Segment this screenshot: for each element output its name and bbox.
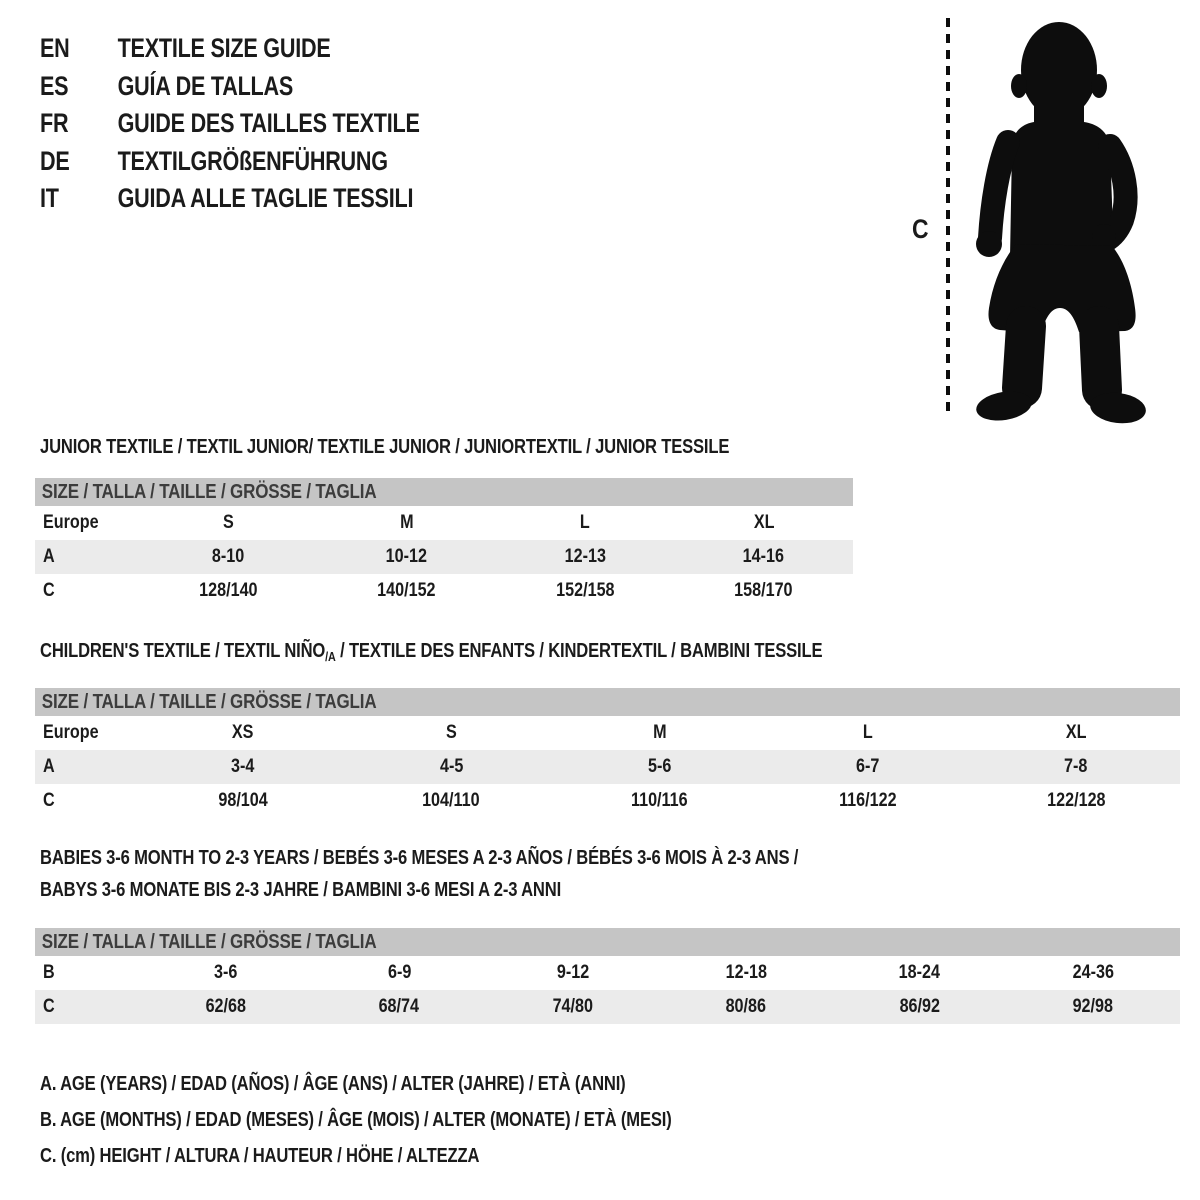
children-size-table <box>35 716 1180 818</box>
table-cell: 158/170 <box>734 580 793 601</box>
row-label: C <box>43 580 55 601</box>
table-row <box>35 990 1180 1024</box>
table-cell: 24-36 <box>1072 962 1114 983</box>
toddler-silhouette-icon <box>972 16 1147 426</box>
row-label: Europe <box>43 722 99 743</box>
table-cell: 7-8 <box>1064 756 1088 777</box>
table-row <box>35 956 1180 990</box>
table-row <box>35 750 1180 784</box>
section-title-subscript: /A <box>325 649 336 664</box>
row-label: A <box>43 546 55 567</box>
table-cell: 18-24 <box>899 962 941 983</box>
row-label: C <box>43 996 55 1017</box>
language-code: EN <box>40 33 70 63</box>
table-cell: 116/122 <box>838 790 897 811</box>
section-title-babies-line1: BABIES 3-6 MONTH TO 2-3 YEARS / BEBÉS 3-6 MESES A 2-3 AÑOS / BÉBÉS 3-6 MOIS À 2-3 ANS / <box>40 847 799 869</box>
language-code: ES <box>40 70 69 101</box>
section-title-babies-line2: BABYS 3-6 MONATE BIS 2-3 JAHRE / BAMBINI 3-6 MESI A 2-3 ANNI <box>40 879 562 901</box>
table-cell: M <box>400 512 414 533</box>
table-cell: 10-12 <box>386 546 428 567</box>
size-header-label: SIZE / TALLA / TAILLE / GRÖSSE / TAGLIA <box>41 931 377 953</box>
table-cell: 9-12 <box>556 962 589 983</box>
language-row <box>40 180 420 218</box>
language-title-block <box>40 30 420 218</box>
row-label: B <box>43 962 55 983</box>
row-label: A <box>43 756 55 777</box>
table-cell: 5-6 <box>647 756 672 777</box>
size-header-bar <box>35 928 1180 956</box>
section-title-text: / TEXTILE DES ENFANTS / KINDERTEXTIL / BAMBINI TESSILE <box>335 640 823 662</box>
table-cell: XL <box>753 512 775 533</box>
guide-title: GUIDA ALLE TAGLIE TESSILI <box>117 183 414 213</box>
table-cell: S <box>445 722 457 743</box>
size-header-bar <box>35 478 853 506</box>
table-cell: 6-9 <box>387 962 411 983</box>
table-row <box>35 574 853 608</box>
size-header-label: SIZE / TALLA / TAILLE / GRÖSSE / TAGLIA <box>41 691 377 713</box>
table-cell: 62/68 <box>205 996 246 1017</box>
table-cell: 80/86 <box>726 996 767 1017</box>
table-row <box>35 540 853 574</box>
language-row <box>40 105 420 143</box>
legend-line-a: A. AGE (YEARS) / EDAD (AÑOS) / ÂGE (ANS) / ALTER (JAHRE) / ETÀ (ANNI) <box>40 1073 626 1095</box>
language-row <box>40 30 420 68</box>
table-cell: 74/80 <box>552 996 593 1017</box>
table-cell: 92/98 <box>1073 996 1114 1017</box>
language-code: DE <box>40 145 70 176</box>
table-cell: 152/158 <box>556 580 615 601</box>
table-cell: 12-18 <box>725 962 767 983</box>
table-cell: 3-6 <box>214 962 238 983</box>
table-cell: 6-7 <box>856 756 880 777</box>
guide-title: TEXTILGRÖßENFÜHRUNG <box>117 145 388 176</box>
table-cell: 68/74 <box>379 996 420 1017</box>
table-cell: 98/104 <box>218 790 268 811</box>
section-title-text: CHILDREN'S TEXTILE / TEXTIL NIÑO <box>40 640 326 662</box>
row-label: C <box>43 790 55 811</box>
section-title-junior: JUNIOR TEXTILE / TEXTIL JUNIOR/ TEXTILE JUNIOR / JUNIORTEXTIL / JUNIOR TESSILE <box>40 436 730 458</box>
language-code: FR <box>40 108 69 138</box>
table-cell: 128/140 <box>199 580 258 601</box>
table-cell: XS <box>232 722 254 743</box>
table-cell: 122/128 <box>1046 790 1106 811</box>
table-row <box>35 784 1180 818</box>
table-cell: 3-4 <box>231 756 255 777</box>
language-code: IT <box>40 183 59 213</box>
table-cell: 104/110 <box>422 790 481 811</box>
table-cell: 140/152 <box>377 580 436 601</box>
table-cell: S <box>222 512 234 533</box>
section-title-children <box>40 640 822 664</box>
table-cell: 14-16 <box>743 546 785 567</box>
language-row <box>40 68 420 106</box>
table-cell: L <box>580 512 591 533</box>
size-header-label: SIZE / TALLA / TAILLE / GRÖSSE / TAGLIA <box>41 481 377 503</box>
table-row <box>35 506 853 540</box>
legend-line-c: C. (cm) HEIGHT / ALTURA / HAUTEUR / HÖHE / ALTEZZA <box>40 1145 480 1167</box>
table-cell: 86/92 <box>899 996 940 1017</box>
table-cell: 8-10 <box>212 546 245 567</box>
table-cell: M <box>652 722 667 743</box>
guide-title: GUÍA DE TALLAS <box>117 70 294 101</box>
legend-block <box>40 1066 672 1174</box>
language-row <box>40 143 420 181</box>
height-measure-line <box>946 18 950 416</box>
table-cell: 110/116 <box>631 790 688 811</box>
guide-title: GUIDE DES TAILLES TEXTILE <box>117 108 420 138</box>
babies-size-table <box>35 956 1180 1024</box>
size-header-bar <box>35 688 1180 716</box>
table-cell: 12-13 <box>564 546 606 567</box>
legend-line-b: B. AGE (MONTHS) / EDAD (MESES) / ÂGE (MOIS) / ALTER (MONATE) / ETÀ (MESI) <box>40 1109 672 1131</box>
table-cell: XL <box>1065 722 1087 743</box>
guide-title: TEXTILE SIZE GUIDE <box>117 33 331 63</box>
row-label: Europe <box>43 512 99 533</box>
junior-size-table <box>35 506 853 608</box>
table-row <box>35 716 1180 750</box>
table-cell: L <box>862 722 873 743</box>
height-measure-label: C <box>912 214 929 244</box>
table-cell: 4-5 <box>439 756 463 777</box>
